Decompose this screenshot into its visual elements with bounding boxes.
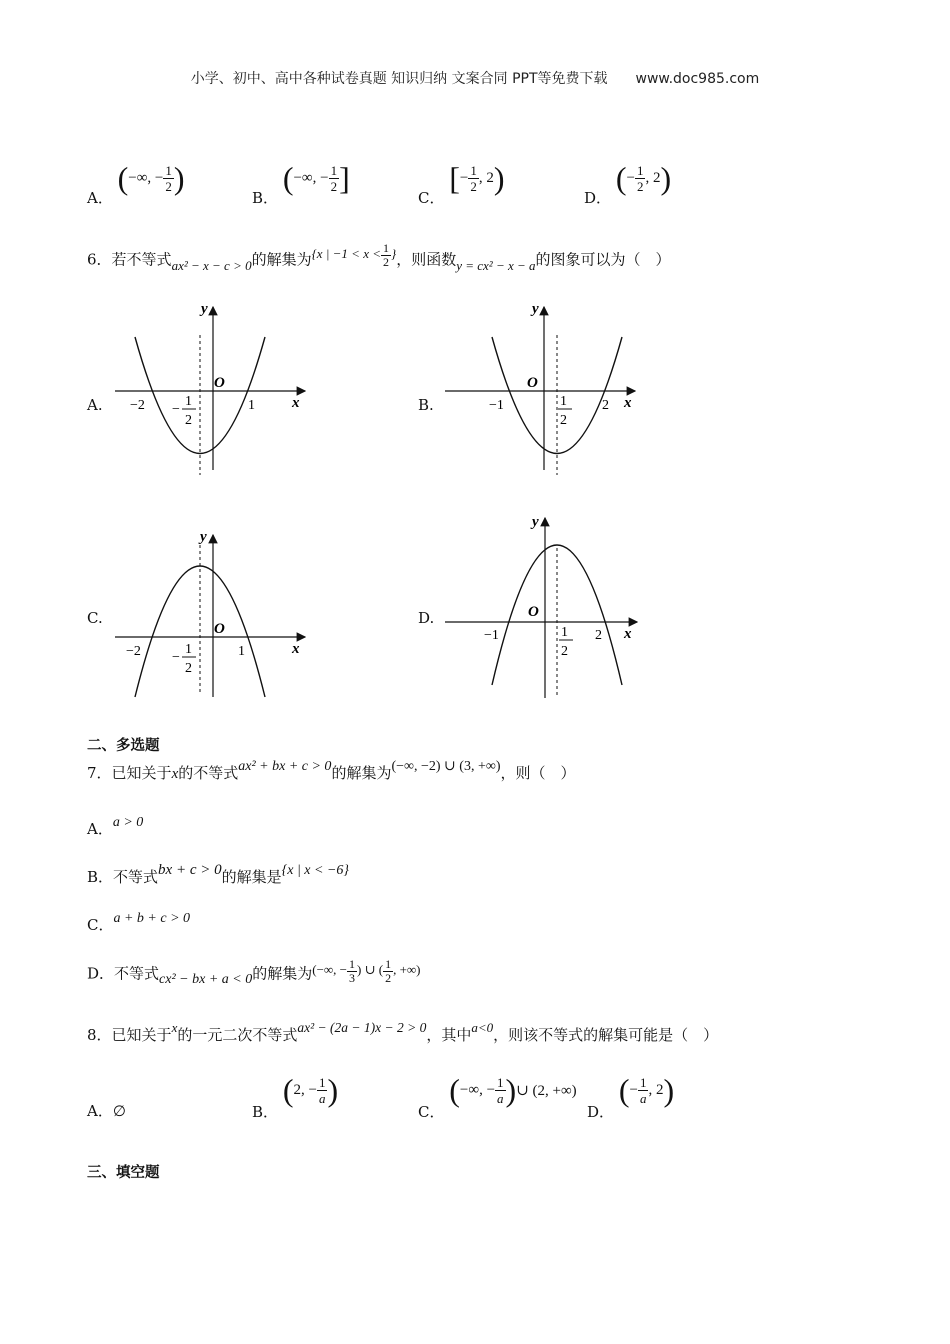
stem-text: 已知关于 <box>111 1026 172 1044</box>
q5-option-d[interactable] <box>584 160 672 208</box>
axis-den-label: 2 <box>185 661 192 676</box>
interval-text: − <box>629 1081 638 1098</box>
option-label: D． <box>587 1103 615 1122</box>
inequality: ax² + bx + c > 0 <box>238 759 332 774</box>
left-root-label: −1 <box>484 628 499 643</box>
stem-text: ，其中 <box>426 1026 472 1044</box>
frac-num: 1 <box>497 1074 504 1090</box>
q6-option-c-label[interactable]: C. <box>87 609 103 627</box>
option-label: B． <box>252 189 279 208</box>
frac-den: 2 <box>470 178 477 194</box>
option-set: {x | x < −6} <box>281 863 349 878</box>
axis-num-label: 1 <box>561 625 568 640</box>
frac-num: 1 <box>636 162 644 178</box>
interval-text: − <box>626 169 635 186</box>
q7-stem <box>87 759 576 783</box>
set-text: } <box>391 246 397 262</box>
condition: a<0 <box>471 1020 494 1035</box>
q6-option-d-label[interactable]: D. <box>418 609 435 627</box>
frac-num: 1 <box>383 241 389 255</box>
axis-sign-label: − <box>172 650 180 665</box>
left-root-label: −2 <box>126 644 141 659</box>
option-label: C． <box>418 1103 445 1122</box>
header-url[interactable]: www.doc985.com <box>635 71 760 87</box>
q5-option-c[interactable] <box>418 160 505 208</box>
close-bracket: ) <box>660 160 672 196</box>
right-root-label: 2 <box>602 398 609 413</box>
option-label: C． <box>87 916 114 934</box>
frac-num: 1 <box>349 957 356 971</box>
stem-text: 已知关于 <box>111 764 172 782</box>
origin-label: O <box>528 604 539 620</box>
left-root-label: −2 <box>130 398 145 413</box>
stem-text: ，则（ ） <box>500 764 576 782</box>
inequality: ax² − (2a − 1)x − 2 > 0 <box>297 1020 427 1035</box>
close-bracket: ) <box>493 160 505 196</box>
axis-num-label: 1 <box>185 394 192 409</box>
q7-option-c[interactable] <box>87 911 191 935</box>
frac-den: a <box>497 1090 504 1106</box>
q8-option-a[interactable] <box>87 1100 126 1121</box>
variable: x <box>171 1020 178 1035</box>
option-math: cx² − bx + a < 0 <box>159 972 253 988</box>
frac-den: 2 <box>636 178 644 194</box>
x-label: x <box>624 395 632 411</box>
stem-text: 的解集为 <box>331 764 392 782</box>
option-label: A． <box>87 820 113 838</box>
option-label: C． <box>418 189 445 208</box>
option-text: 的解集是 <box>221 868 282 886</box>
close-bracket: ] <box>339 160 350 196</box>
open-bracket: ( <box>615 160 627 196</box>
question-number: 6． <box>87 250 112 269</box>
q8-stem <box>87 1020 719 1045</box>
option-text: 的解集为 <box>252 964 313 983</box>
y-label: y <box>532 301 539 317</box>
question-number: 7． <box>87 764 112 782</box>
option-text: 不等式 <box>113 868 159 886</box>
graph-c <box>110 525 320 705</box>
interval-text: (−∞, − <box>312 962 348 978</box>
axis-num-label: 1 <box>185 642 192 657</box>
empty-set-symbol: ∅ <box>112 1104 126 1120</box>
x-label: x <box>292 641 300 657</box>
frac-den: 2 <box>383 255 389 269</box>
frac-num: 1 <box>318 1074 326 1090</box>
axis-sign-label: − <box>172 402 180 417</box>
interval-text: , +∞) <box>393 962 421 978</box>
q6-stem <box>87 241 671 275</box>
option-label: A． <box>87 189 113 208</box>
origin-label: O <box>214 375 225 391</box>
interval-text: − <box>459 169 469 186</box>
interval-text: , 2 <box>645 169 661 186</box>
frac-den: 2 <box>165 178 172 194</box>
q8-option-b[interactable]: B． (2, − $\frac{1}{a}$ ) <box>252 1072 339 1122</box>
frac-den: 2 <box>385 971 392 985</box>
variable: x <box>171 766 179 782</box>
right-root-label: 1 <box>248 398 255 413</box>
option-label: B． <box>252 1103 279 1122</box>
axis-den-label: 2 <box>185 413 192 428</box>
frac-den: 3 <box>349 971 356 985</box>
open-bracket: ( <box>282 160 294 196</box>
interval-text: ) ∪ ( <box>357 962 384 978</box>
q5-option-b[interactable] <box>252 160 350 208</box>
interval-text: , 2 <box>478 169 494 186</box>
stem-text: 的一元二次不等式 <box>177 1026 298 1044</box>
graph-a <box>110 295 320 480</box>
interval-text: 2, − <box>293 1081 317 1098</box>
y-label: y <box>532 514 539 530</box>
option-math: a + b + c > 0 <box>113 911 191 926</box>
open-bracket: [ <box>449 160 460 196</box>
q7-option-d[interactable] <box>87 957 421 989</box>
interval-text: −∞, − <box>459 1081 496 1098</box>
right-root-label: 1 <box>238 644 245 659</box>
stem-text: ，则函数 <box>396 250 457 269</box>
stem-text: 的解集为 <box>251 250 312 269</box>
question-number: 8． <box>87 1026 112 1044</box>
q7-option-a[interactable] <box>87 815 144 839</box>
stem-text: 的不等式 <box>178 764 239 782</box>
frac-den: a <box>318 1090 326 1106</box>
frac-den: a <box>639 1090 647 1106</box>
axis-den-label: 2 <box>560 413 567 428</box>
function: y = cx² − x − a <box>456 258 536 274</box>
option-label: D． <box>584 189 612 208</box>
x-label: x <box>624 626 632 642</box>
frac-num: 1 <box>470 162 477 178</box>
q8-option-d[interactable]: D． (− $\frac{1}{a}$ , 2) <box>587 1072 675 1122</box>
right-root-label: 2 <box>595 628 602 643</box>
stem-text: 若不等式 <box>111 250 172 269</box>
interval-text: −∞, − <box>128 169 164 186</box>
frac-num: 1 <box>165 162 172 178</box>
y-label: y <box>201 301 208 317</box>
interval-text: −∞, − <box>293 169 329 186</box>
section-title-multiple-choice: 二、多选题 <box>87 738 160 754</box>
close-bracket: ) <box>173 160 185 196</box>
y-label: y <box>200 529 207 545</box>
q6-option-b-label[interactable]: B. <box>418 396 434 414</box>
option-math: a > 0 <box>112 815 144 830</box>
set-text: {x | −1 < x < <box>311 246 381 262</box>
graph-b <box>440 295 650 480</box>
q7-option-b[interactable] <box>87 862 349 887</box>
graph-d <box>440 510 650 705</box>
interval-text: , 2 <box>648 1081 664 1098</box>
stem-text: 的图象可以为（ ） <box>535 250 671 269</box>
frac-den: 2 <box>330 178 338 194</box>
x-label: x <box>292 395 300 411</box>
option-math: bx + c > 0 <box>158 862 222 878</box>
q8-option-c[interactable]: C． (−∞, − $\frac{1}{a}$ )∪ (2, +∞) <box>418 1072 577 1122</box>
open-bracket: ( <box>117 160 129 196</box>
option-label: A． <box>87 1102 113 1120</box>
frac-num: 1 <box>639 1074 647 1090</box>
interval-text: ∪ (2, +∞) <box>516 1082 577 1099</box>
option-text: 不等式 <box>114 964 160 983</box>
section-title-fill-in: 三、填空题 <box>87 1165 160 1181</box>
q5-option-a[interactable] <box>87 160 185 208</box>
option-label: B． <box>87 868 114 886</box>
page-header <box>0 68 950 88</box>
header-text: 小学、初中、高中各种试卷真题 知识归纳 文案合同 PPT等免费下载 <box>190 71 608 87</box>
q6-option-a-label[interactable]: A. <box>87 396 103 414</box>
left-root-label: −1 <box>489 398 504 413</box>
inequality: ax² − x − c > 0 <box>171 258 252 274</box>
axis-den-label: 2 <box>561 644 568 659</box>
axis-num-label: 1 <box>560 394 567 409</box>
origin-label: O <box>527 375 538 391</box>
origin-label: O <box>214 621 225 637</box>
solution-set: (−∞, −2) ∪ (3, +∞) <box>391 759 501 774</box>
stem-text: ，则该不等式的解集可能是（ ） <box>493 1026 719 1044</box>
option-label: D． <box>87 964 115 983</box>
frac-num: 1 <box>330 162 338 178</box>
frac-num: 1 <box>385 957 392 971</box>
